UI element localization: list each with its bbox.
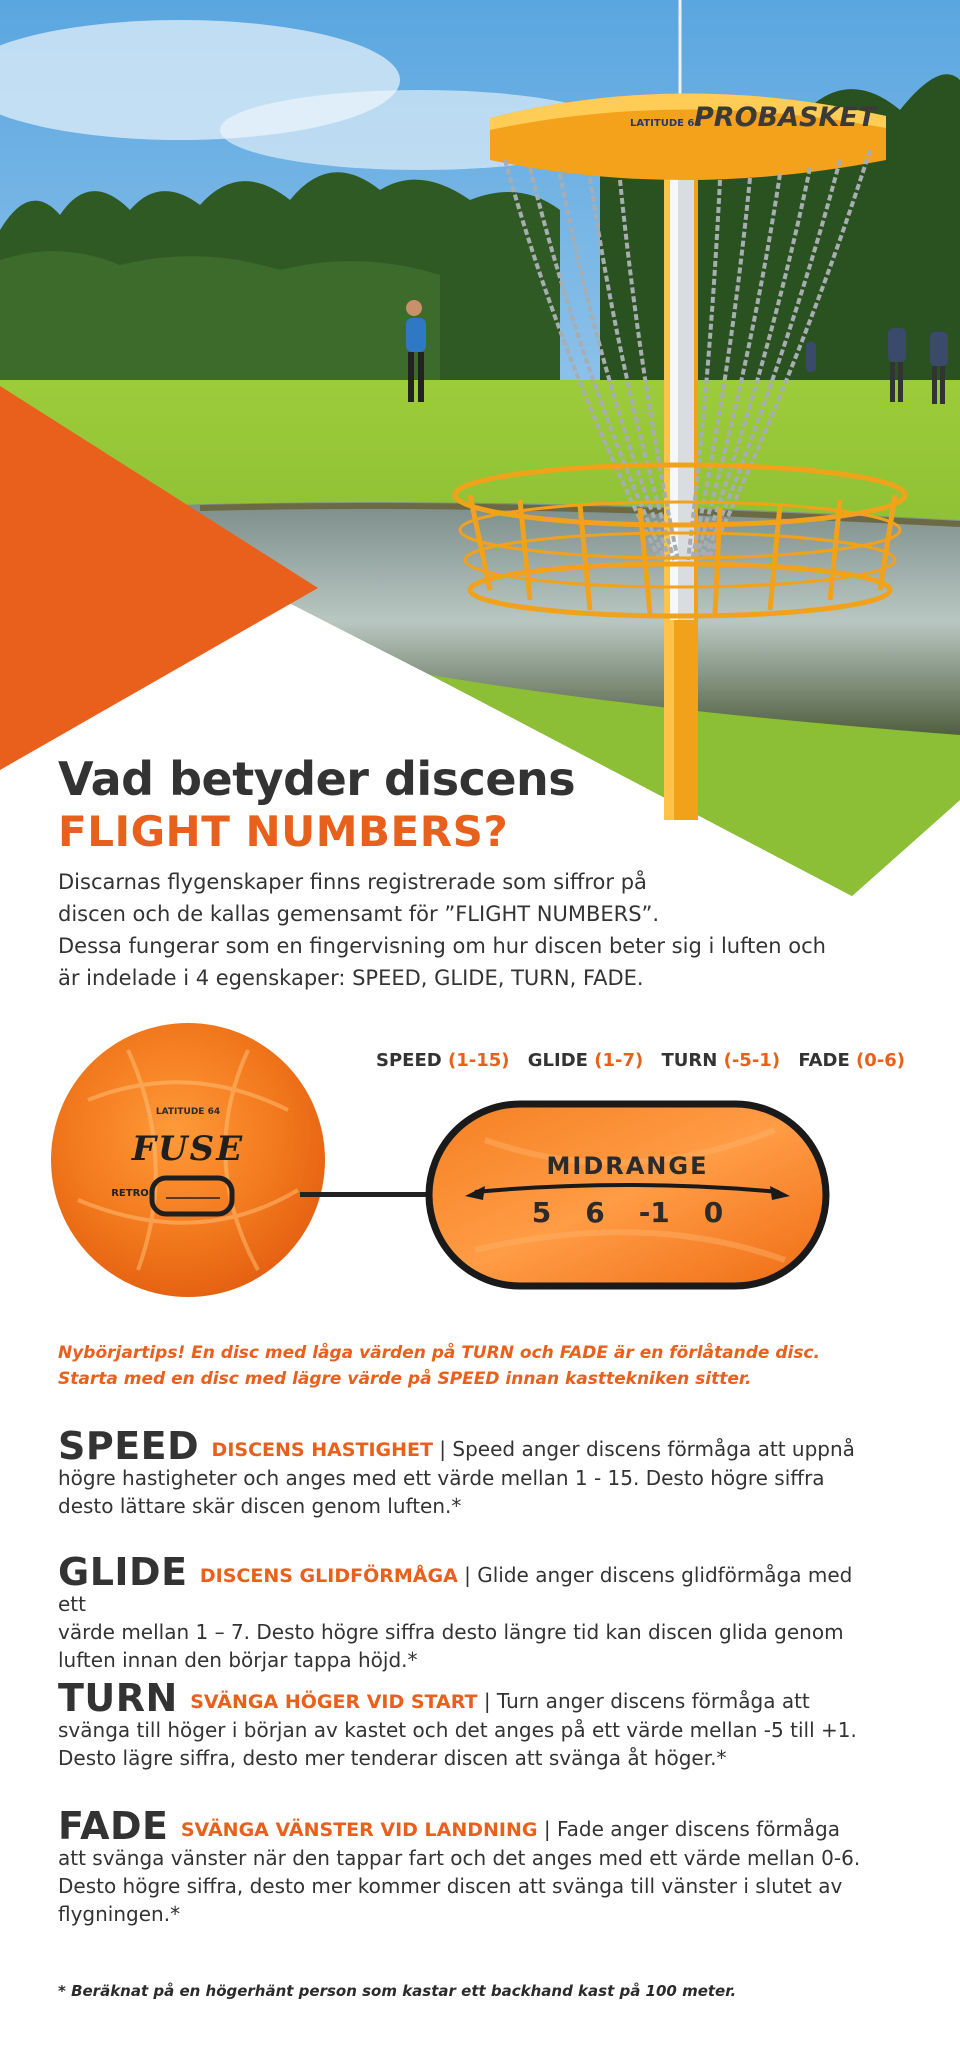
badge-speed-value: 5 <box>531 1196 552 1229</box>
headline <box>58 752 618 858</box>
fade-subtitle: SVÄNGA VÄNSTER VID LANDNING <box>180 1819 538 1841</box>
footnote: * Beräknat på en högerhänt person som kastar ett backhand kast på 100 meter. <box>58 1982 737 2000</box>
badge-fade-value: 0 <box>703 1196 724 1229</box>
speed-def-line2: högre hastigheter och anges med ett värde mellan 1 - 15. Desto högre siffra <box>58 1466 825 1490</box>
glide-subtitle: DISCENS GLIDFÖRMÅGA <box>199 1565 458 1587</box>
turn-legend-label: TURN <box>661 1050 718 1071</box>
disc-plastic: RETRO <box>111 1188 149 1199</box>
fade-def-line1 <box>58 1804 868 1848</box>
speed-legend-range: (1-15) <box>447 1050 510 1071</box>
speed-legend-label: SPEED <box>376 1050 442 1071</box>
badge-glide-value: 6 <box>585 1196 605 1229</box>
fade-legend-range: (0-6) <box>856 1050 906 1071</box>
fade-def-line3: Desto högre siffra, desto mer kommer discen att svänga till vänster i slutet av <box>58 1874 843 1898</box>
headline-line1: Vad betyder discens <box>58 752 576 806</box>
turn-def-line2: svänga till höger i början av kastet och det anges på ett värde mellan -5 till +1. <box>58 1718 857 1742</box>
speed-def-line1 <box>58 1424 868 1468</box>
turn-term: TURN <box>58 1676 178 1720</box>
fade-legend-label: FADE <box>798 1050 850 1071</box>
speed-definition <box>58 1424 868 1520</box>
turn-subtitle: SVÄNGA HÖGER VID START <box>190 1691 478 1713</box>
disc-connector-line <box>300 1192 440 1197</box>
turn-legend-range: (-5-1) <box>723 1050 781 1071</box>
fade-def-line2: att svänga vänster när den tappar fart och det anges med ett värde mellan 0-6. <box>58 1846 861 1870</box>
glide-term: GLIDE <box>58 1550 188 1594</box>
turn-def-line1 <box>58 1676 868 1720</box>
glide-def-line1 <box>58 1550 868 1618</box>
turn-def-line3: Desto lägre siffra, desto mer tenderar discen att svänga åt höger.* <box>58 1746 727 1770</box>
basket-brand-text: PROBASKET <box>694 102 877 133</box>
speed-def-line3: desto lättare skär discen genom luften.* <box>58 1494 462 1518</box>
flight-badge-text <box>425 1100 830 1290</box>
badge-turn-value: -1 <box>638 1196 670 1229</box>
fade-def-line4: flygningen.* <box>58 1902 181 1926</box>
intro-paragraph <box>58 866 898 994</box>
turn-definition <box>58 1676 868 1772</box>
glide-legend-label: GLIDE <box>527 1050 588 1071</box>
glide-def-line3: luften innan den börjar tappa höjd.* <box>58 1648 418 1672</box>
fuse-disc-icon <box>48 1020 328 1300</box>
turn-lead: | Turn anger discens förmåga att <box>477 1689 810 1713</box>
fade-definition <box>58 1804 868 1928</box>
fade-term: FADE <box>58 1804 169 1848</box>
glide-definition <box>58 1550 868 1674</box>
intro-line1: Discarnas flygenskaper finns registrerade som siffror på <box>58 870 647 894</box>
intro-line2: discen och de kallas gemensamt för ”FLIGHT NUMBERS”. <box>58 902 660 926</box>
disc-image <box>48 1020 328 1300</box>
speed-subtitle: DISCENS HASTIGHET <box>211 1439 433 1461</box>
glide-lead: | Glide anger discens glidförmåga med ett <box>58 1563 853 1616</box>
headline-line2: FLIGHT NUMBERS? <box>58 807 509 856</box>
badge-category: MIDRANGE <box>546 1152 709 1180</box>
intro-line4: är indelade i 4 egenskaper: SPEED, GLIDE, TURN, FADE. <box>58 966 644 990</box>
speed-term: SPEED <box>58 1424 200 1468</box>
intro-line3: Dessa fungerar som en fingervisning om hur discen beter sig i luften och <box>58 934 826 958</box>
disc-model: FUSE <box>131 1129 245 1169</box>
fade-lead: | Fade anger discens förmåga <box>537 1817 841 1841</box>
basket-logo-text: LATITUDE 64 <box>630 118 702 129</box>
flight-number-legend <box>376 1050 917 1071</box>
tip-line1: Nybörjartips! En disc med låga värden på TURN och FADE är en förlåtande disc. <box>58 1343 820 1363</box>
tip-line2: Starta med en disc med lägre värde på SPEED innan kasttekniken sitter. <box>58 1369 752 1389</box>
glide-legend-range: (1-7) <box>594 1050 644 1071</box>
speed-lead: | Speed anger discens förmåga att uppnå <box>432 1437 855 1461</box>
disc-brand: LATITUDE 64 <box>155 1107 221 1117</box>
glide-def-line2: värde mellan 1 – 7. Desto högre siffra desto längre tid kan discen glida genom <box>58 1620 844 1644</box>
beginner-tip <box>58 1340 898 1392</box>
badge-numbers <box>425 1196 830 1229</box>
